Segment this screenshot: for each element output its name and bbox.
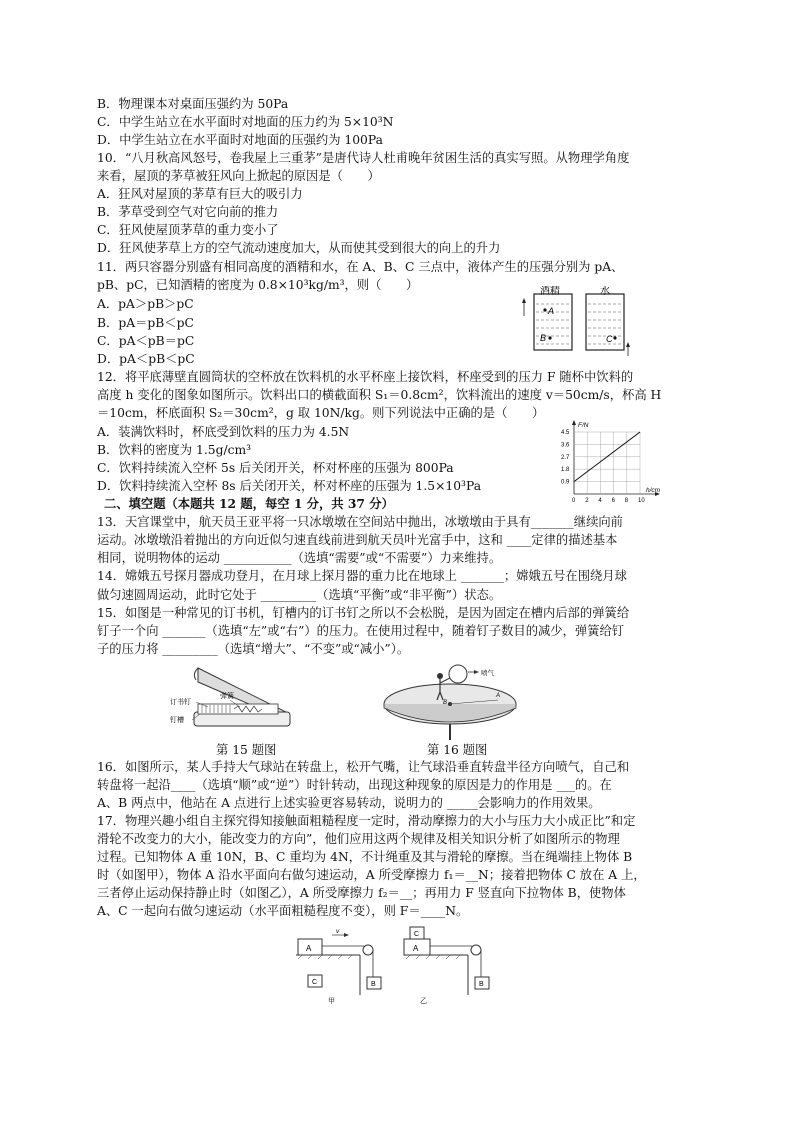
text-line: B．茅草受到空气对它向前的推力 <box>97 205 279 219</box>
text-line: 14．嫦娥五号探月器成功登月，在月球上探月器的重力比在地球上 _______；嫦娥五号在围绕月球 <box>97 569 627 583</box>
text-line: 相同，说明物体的运动 ___________（选填“需要”或“不需要”）力来维持。 <box>97 551 502 565</box>
block-a-label: A <box>306 944 312 953</box>
point-b-label: B <box>540 333 547 343</box>
figure-17-pulleys <box>292 925 500 1005</box>
text-line: A、C 一起向右做匀速运动（水平面粗糙程度不变），则 F＝____N。 <box>97 904 469 918</box>
text-line: pB、pC，已知酒精的密度为 0.8×10³kg/m³，则（ ） <box>97 278 419 292</box>
x-tick-label: 2 <box>585 498 589 504</box>
label-yi: 乙 <box>420 998 427 1005</box>
block-b-label: B <box>371 981 376 988</box>
text-line: B．物理课本对桌面压强约为 50Pa <box>97 97 289 111</box>
block-a-label: A <box>413 944 419 953</box>
text-line: 过程。已知物体 A 重 10N，B、C 重均为 4N，不计绳重及其与滑轮的摩擦。当在绳端挂上物体 B <box>97 850 633 864</box>
text-line: C．饮料持续流入空杯 5s 后关闭开关，杯对杯座的压强为 800Pa <box>97 461 454 475</box>
water-label: 水 <box>600 286 610 297</box>
text-line: 子的压力将 _________（选填“增大”、“不变”或“减小”）。 <box>97 642 410 656</box>
gas-label: 喷气 <box>481 670 494 677</box>
y-tick-label: 3.6 <box>561 442 570 449</box>
text-line: C．中学生站立在水平面时对地面的压力约为 5×10³N <box>97 115 394 129</box>
text-line: 15．如图是一种常见的订书机，钉槽内的订书钉之所以不会松脱，是因为固定在槽内后部的弹簧给 <box>97 606 630 620</box>
text-line: B．pA＝pB＜pC <box>97 316 194 330</box>
x-tick-label: 8 <box>624 498 629 504</box>
point-c-label: C <box>606 334 613 344</box>
text-line: 13．天宫课堂中，航天员王亚平将一只冰墩墩在空间站中抛出，冰墩墩由于具有_______继续向前 <box>97 515 623 529</box>
text-line: C．pA＜pB＝pC <box>97 334 195 348</box>
block-c-label: C <box>312 979 318 986</box>
text-line: 三者停止运动保持静止时（如图乙），A 所受摩擦力 f₂＝__；再用力 F 竖直向下拉物体 B，使物体 <box>97 886 626 900</box>
text-line: C．狂风使屋顶茅草的重力变小了 <box>97 223 279 237</box>
text-line: 时（如图甲），物体 A 沿水平面向右做匀速运动，A 所受摩擦力 f₁＝__N；接着把物体 C 放在 A 上， <box>97 868 646 882</box>
text-line: 来看，屋顶的茅草被狂风向上掀起的原因是（ ） <box>97 169 380 183</box>
text-line: 做匀速圆周运动，此时它处于 _________（选填“平衡”或“非平衡”）状态。 <box>97 588 502 602</box>
text-line: D．狂风使茅草上方的空气流动速度加大，从而使其受到很大的向上的升力 <box>97 241 501 255</box>
text-line: 10．“八月秋高风怒号，卷我屋上三重茅”是唐代诗人杜甫晚年贫困生活的真实写照。从物理学角度 <box>97 151 630 165</box>
velocity-label: v <box>336 928 340 935</box>
text-line: 滑轮不改变力的大小，能改变力的方向”，他们应用这两个规律及相关知识分析了如图所示的物理 <box>97 832 620 846</box>
text-line: A．pA＞pB＞pC <box>97 297 194 311</box>
figure-15-stapler <box>168 660 298 740</box>
y-tick-label: 1.8 <box>561 467 570 474</box>
text-line: D．pA＜pB＜pC <box>97 352 195 366</box>
text-line: 运动。冰墩墩沿着抛出的方向近似匀速直线前进到航天员叶光富手中，这和 ____定律的描述基本 <box>97 533 618 547</box>
y-tick-label: 4.5 <box>561 430 570 436</box>
section-heading: 二、填空题（本题共 12 题，每空 1 分，共 37 分） <box>104 496 394 511</box>
text-line: 转盘将一起沿____（选填“顺”或“逆”）时针转动，出现这种现象的原因是力的作用是 ___的。在 <box>97 778 612 792</box>
point-b-label: B <box>443 700 448 706</box>
figure-11-containers <box>518 286 630 358</box>
text-line: 16．如图所示，某人手持大气球站在转盘上，松开气嘴，让气球沿垂直转盘半径方向喷气，自己和 <box>97 760 630 774</box>
x-tick-label: 10 <box>638 498 645 504</box>
text-line: B．饮料的密度为 1.5g/cm³ <box>97 443 252 457</box>
nail-label: 订书钉 <box>170 699 191 706</box>
y-axis-label: F/N <box>578 422 589 429</box>
x-axis-label: h/cm <box>646 487 661 494</box>
text-line: 12．将平底薄壁直圆筒状的空杯放在饮料机的水平杯座上接饮料，杯座受到的压力 F 随杯中饮料的 <box>97 370 634 384</box>
figure-15-caption: 第 15 题图 <box>216 743 277 757</box>
text-line: 高度 h 变化的图象如图所示。饮料出口的横截面积 S₁＝0.8cm²，饮料流出的速度 v＝50cm/s，杯高 H <box>97 388 662 402</box>
figure-12-graph <box>558 418 668 506</box>
y-tick-label: 0.9 <box>561 479 570 486</box>
text-line: D．中学生站立在水平面时对地面的压强约为 100Pa <box>97 133 383 147</box>
figure-16-turntable <box>380 660 520 742</box>
block-b-label: B <box>479 981 484 988</box>
groove-label: 钉槽 <box>170 717 184 724</box>
x-tick-label: 6 <box>611 498 615 504</box>
alcohol-label: 酒精 <box>540 286 560 297</box>
text-line: A、B 两点中，他站在 A 点进行上述实验更容易转动，说明力的 _____会影响力的作用效果。 <box>97 796 601 810</box>
text-line: 钉子一个向 _______（选填“左”或“右”）的压力。在使用过程中，随着钉子数目的减少，弹簧给钉 <box>97 624 625 638</box>
text-line: 17．物理兴趣小组自主探究得知接触面粗糙程度一定时，滑动摩擦力的大小与压力大小成正比”和定 <box>97 814 636 828</box>
label-jia: 甲 <box>328 998 335 1005</box>
text-line: ＝10cm，杯底面积 S₂＝30cm²，g 取 10N/kg。则下列说法中正确的是（ ） <box>97 406 545 420</box>
x-tick-label: 4 <box>598 498 602 504</box>
text-line: D．饮料持续流入空杯 8s 后关闭开关，杯对杯座的压强为 1.5×10³Pa <box>97 479 482 493</box>
text-line: 11．两只容器分别盛有相同高度的酒精和水，在 A、B、C 三点中，液体产生的压强分别为 pA、 <box>97 260 624 274</box>
x-tick-label: 0 <box>572 498 576 504</box>
point-a-label: A <box>496 693 501 699</box>
text-line: A．狂风对屋顶的茅草有巨大的吸引力 <box>97 187 303 201</box>
figure-16-caption: 第 16 题图 <box>427 743 488 757</box>
block-c-label: C <box>414 931 420 938</box>
y-tick-label: 2.7 <box>561 454 570 461</box>
spring-label: 弹簧 <box>220 693 234 700</box>
text-line: A．装满饮料时，杯底受到饮料的压力为 4.5N <box>97 425 350 439</box>
point-a-label: A <box>548 306 555 316</box>
